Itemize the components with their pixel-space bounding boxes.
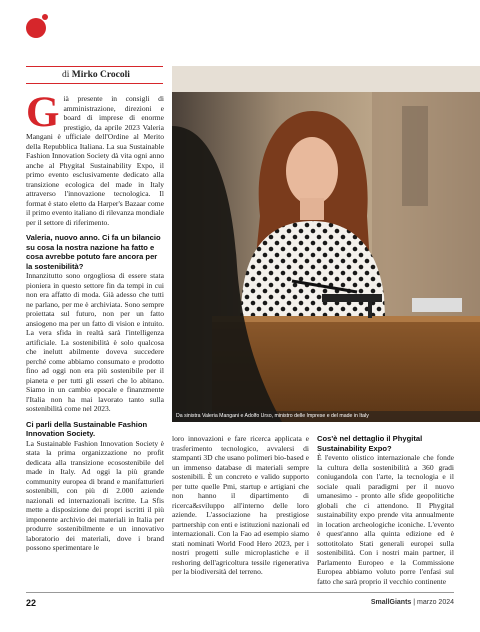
answer-1: Innanzitutto sono orgogliosa di essere stata pioniera in questo settore fin da tempi in cui non era affatto di moda. Già adesso che tutti ne parlano, per me è archiviata. Sono sempre proiettata sul futuro, non per un fatto ansiogeno ma per un fatto di vision e intuito. La vera sfida in realtà sarà l'intelligenza artificiale. La sostenibilità è solo qualcosa che inelutt abilmente doveva succedere perché come abbiamo consumato e prodotto fino ad oggi non era più sostenibile per il pianeta e per tutti gli esseri che lo abitano. Siamo in un cambio epocale e finanzmente l'Italia non ha mai lavorato tanto sulla sostenibilità come nel 2023. bbox=[26, 271, 164, 413]
answer-3: È l'evento olistico internazionale che fonde la cultura della sostenibilità a 360 gradi coniugandola con l'arte, la tecnologia e il sociale quali paradigmi per il nuovo umanesimo - pronto alle sfide geopolitiche globali che ci attendono. Il Phygital sustainability expo prende vita annualmente in location archeologiche iconiche. L'evento è quest'anno alla quinta edizione ed è sottotitolato Stati generali europei sulla sostenibilità. Con i nostri main partner, il Parlamento Europeo e la Commissione Europea abbiamo voluto porre l'enfasi sul fatto che sarà proprio il vecchio continente bbox=[317, 453, 454, 586]
answer-2: La Sustainable Fashion Innovation Society è stata la prima organizzazione no profit dedicata alla transizione ecosostenibile del made in Italy. Ad oggi la più grande community europea di brand e manifatturieri sostenibili, con più di 2.000 aziende nazionali ed internazionali iscritte. La Sfis mette a disposizione dei propri iscritti il più imponente archivio dei materiali in Italia per produrre sostenibilmente e un innovativo laboratorio dei materiali, dove i brand possono sperimentare le bbox=[26, 438, 164, 552]
footer-separator: | bbox=[413, 599, 418, 606]
photo-caption: Da sinistra Valeria Mangani e Adolfo Urso, ministro delle Imprese e del made in Italy bbox=[172, 411, 480, 422]
dropcap: G bbox=[26, 89, 60, 136]
question-3: Cos'è nel dettaglio il Phygital Sustainability Expo? bbox=[317, 434, 423, 453]
column-2-text: loro innovazioni e fare ricerca applicata e trasferimento tecnologico, avvalersi di stampanti 3D che usano polimeri bio-based e un immenso database di materiali sempre sostenibili. È un concreto e valido supporto per tutte quelle Pmi, startup e artigiani che non hanno il dipartimento di ricerca&sviluppo all'interno delle loro aziende. L'associazione ha prestigiose partnership con enti e istituzioni nazionali ed internazionali. Con la Fao ad esempio siamo stati nominati World Food Hero 2023, per i nostri progetti sulle microplastiche e il reshoring dell'agricoltura tessile rigenerativa per la biodiversità del terreno. bbox=[172, 434, 309, 576]
intro-paragraph bbox=[26, 89, 164, 227]
column-3 bbox=[317, 434, 454, 586]
page-number: 22 bbox=[26, 598, 37, 608]
article-photo bbox=[172, 66, 480, 422]
byline-author: Mirko Crocoli bbox=[71, 70, 130, 80]
column-2 bbox=[172, 434, 309, 577]
brand-dot-small bbox=[42, 14, 48, 20]
intro-text: ià presente in consigli di amministrazione, direzioni e board di imprese di enorme prestigio, da aprile 2023 Valeria Mangani è ufficiale dell'Ordine al Merito della Repubblica Italiana. La sua Sustainable Fashion Innovation Society dà vita ogni anno anche al Phygital Sustainability Expo, il primo evento esclusivamente dedicato alla transizione ecologica del made in Italy attraverso l'innovazione tecnologica. Il format è stato eletto da Harper's Bazaar come il primo evento italiano di rilevanza mondiale per il settore di riferimento. bbox=[26, 94, 164, 227]
photo-illustration bbox=[172, 66, 480, 422]
byline bbox=[26, 66, 163, 84]
footer-masthead bbox=[371, 599, 454, 606]
byline-prefix: di bbox=[62, 70, 70, 80]
column-1 bbox=[26, 89, 164, 553]
question-1: Valeria, nuovo anno. Ci fa un bilancio su cosa la nostra nazione ha fatto e cosa avrebbe potuto fare ancora per la sostenibilità? bbox=[26, 233, 161, 271]
brand-dot bbox=[26, 18, 46, 38]
question-2: Ci parli della Sustainable Fashion Innovation Society. bbox=[26, 419, 148, 438]
issue-date: marzo 2024 bbox=[417, 599, 454, 606]
footer-divider bbox=[26, 592, 454, 593]
magazine-name: SmallGiants bbox=[370, 599, 412, 606]
